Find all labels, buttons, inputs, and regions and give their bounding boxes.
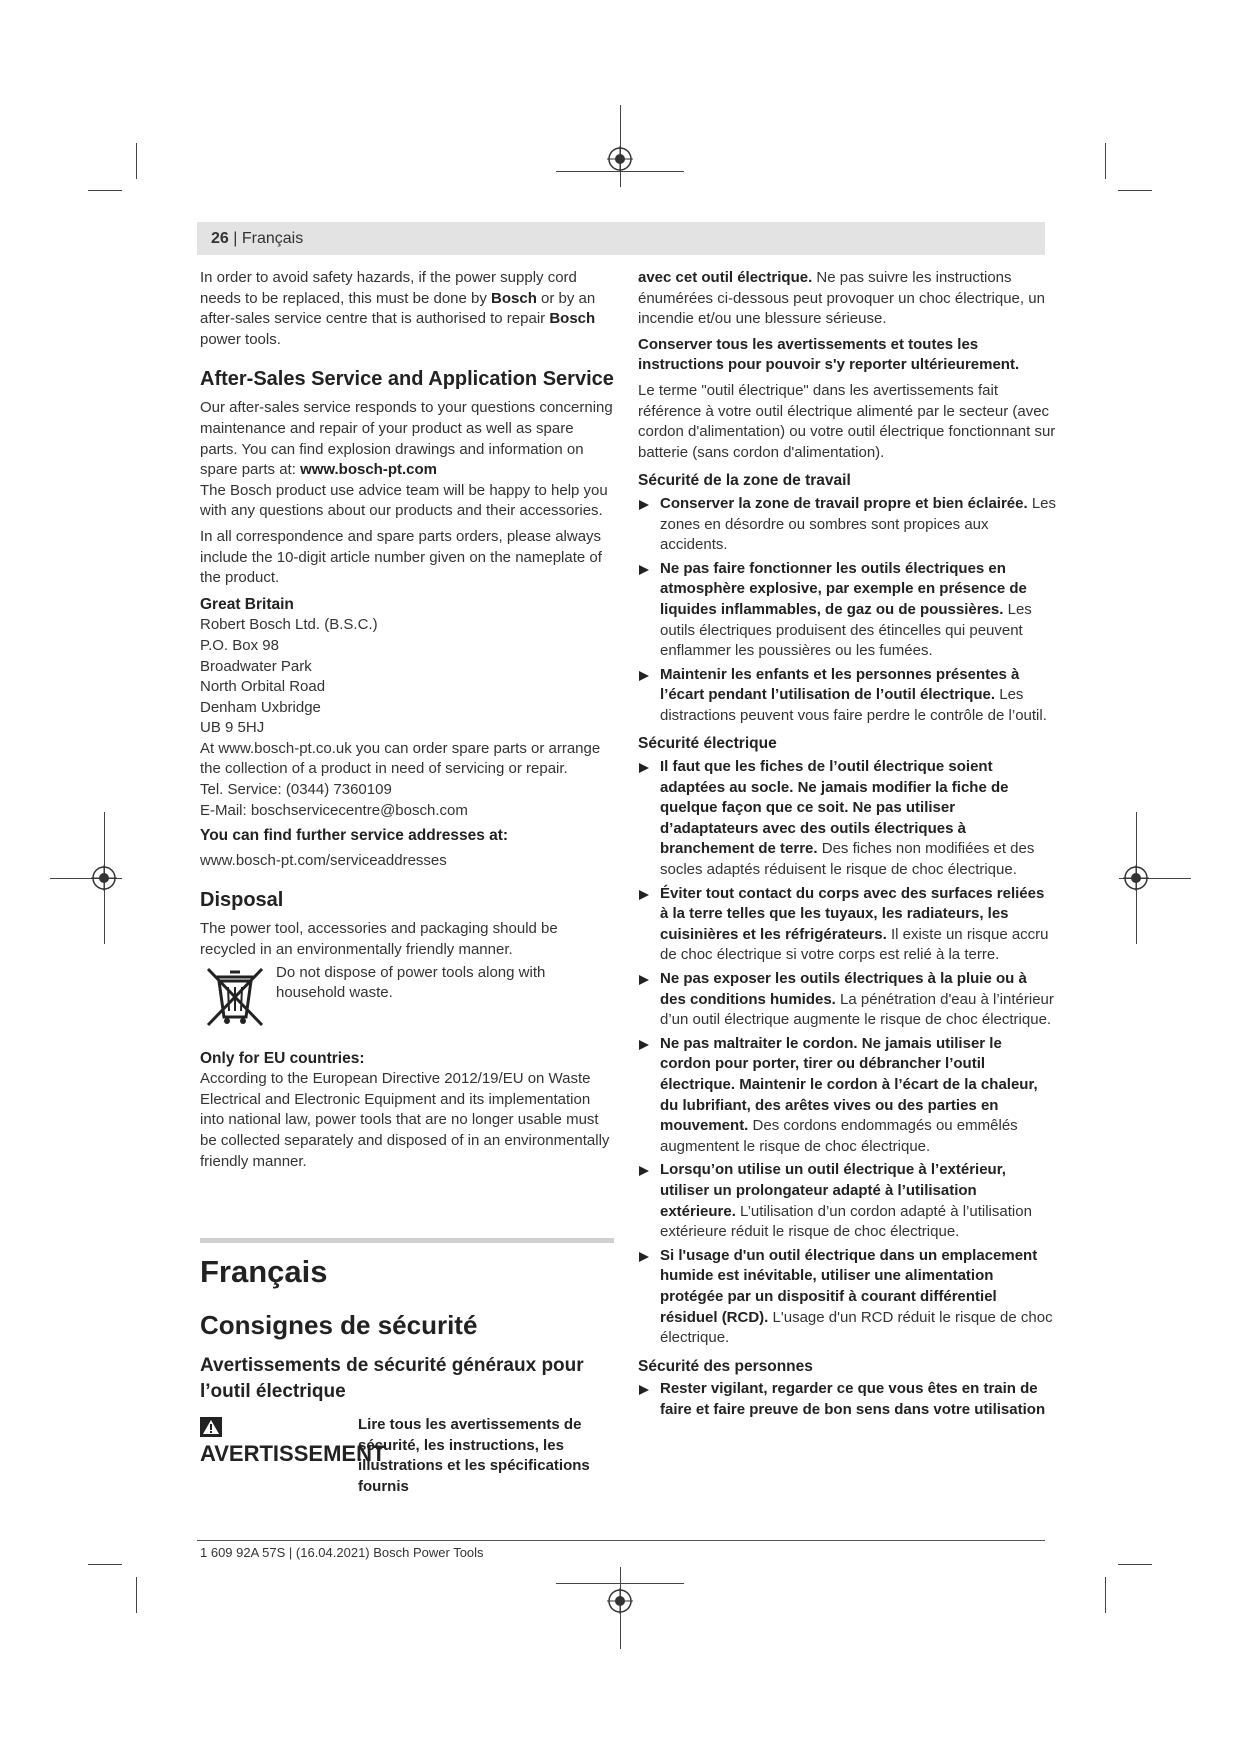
crop-mark [1118,190,1152,191]
page-header-bar [197,222,1045,255]
section-name: Français [241,230,304,247]
page-footer: 1 609 92A 57S | (16.04.2021) Bosch Power Tools [200,1545,484,1560]
bullet-arrow-icon [639,1385,649,1395]
bosch-url: www.bosch-pt.com [300,461,438,479]
eu-heading: Only for EU countries: [200,1049,365,1067]
weee-text: Do not dispose of power tools along with household waste. [276,963,546,1002]
crop-mark [1118,1564,1152,1565]
registration-target-icon [607,146,633,172]
list-item: Maintenir les enfants et les personnes présentes à l’écart pendant l’utilisation de l’outil électrique. Les distractions peuvent vous faire perdre le contrôle de l’outil. [638,665,1056,727]
registration-line [556,1583,684,1584]
gb-order-text: At www.bosch-pt.co.uk you can order spare parts or arrange the collection of a product in need of servicing or repair. [200,739,601,778]
gb-heading: Great Britain [200,595,294,613]
list-item: Si l'usage d'un outil électrique dans un emplacement humide est inévitable, utiliser une alimentation protégée par un dispositif à courant différentiel résiduel (RCD). L'usage d'un RCD réduit le risque de choc électrique. [638,1246,1056,1349]
crop-mark [88,1564,122,1565]
list-item: Ne pas maltraiter le cordon. Ne jamais utiliser le cordon pour porter, tirer ou débrancher l’outil électrique. Maintenir le cordon à l’écart de la chaleur, du lubrifiant, des arêtes vives ou des parties en mouvement. Des cordons endommagés ou emmêlés augmentent le risque de choc électrique. [638,1034,1056,1158]
after-sales-heading: After-Sales Service and Application Service [200,368,614,391]
bullet-arrow-icon [639,671,649,681]
bullet-arrow-icon [639,763,649,773]
registration-target-icon [91,865,117,891]
crop-mark [136,1577,137,1613]
safety-heading: Consignes de sécurité [200,1310,478,1341]
disposal-paragraph: The power tool, accessories and packaging should be recycled in an environmentally friendly manner. [200,920,558,959]
right-column [638,268,1056,1423]
bullet-arrow-icon [639,1166,649,1176]
continuation-paragraph: avec cet outil électrique. Ne pas suivre les instructions énumérées ci-dessous peut provoquer un choc électrique, un incendie et/ou une blessure sérieuse. [638,269,1045,328]
crop-mark [1105,143,1106,179]
intro-paragraph: In order to avoid safety hazards, if the power supply cord needs to be replaced, this must be done by Bosch or by an after-sales service centre that is authorised to repair Bosch power tools. [200,269,596,348]
page-header: 26 | Français [211,230,304,247]
eu-paragraph: According to the European Directive 2012/19/EU on Waste Electrical and Electronic Equipment and its implementation into national law, power tools that are no longer usable must be collected separately and disposed of in an environmentally friendly manner. [200,1070,610,1170]
bullet-arrow-icon [639,500,649,510]
list-item: Lorsqu’on utilise un outil électrique à l’extérieur, utiliser un prolongateur adapté à l’utilisation extérieure. L’utilisation d’un cordon adapté à l’utilisation extérieure réduit le risque de choc électrique. [638,1160,1056,1242]
after-sales-paragraph: Our after-sales service responds to your questions concerning maintenance and repair of your product as well as spare parts. You can find explosion drawings and information on spare parts at: www.bosch-pt.com [200,399,613,479]
list-item: Éviter tout contact du corps avec des surfaces reliées à la terre telles que les tuyaux, les radiateurs, les cuisinières et les réfrigérateurs. Il existe un risque accru de choc électrique si votre corps est relié à la terre. [638,884,1056,966]
bullet-arrow-icon [639,975,649,985]
crop-mark [136,143,137,179]
list-item: Ne pas exposer les outils électriques à la pluie ou à des conditions humides. La pénétration d'eau à l’intérieur d’un outil électrique augmente le risque de choc électrique. [638,969,1056,1031]
page-number: 26 [211,230,229,247]
registration-target-icon [607,1588,633,1614]
bullet-arrow-icon [639,565,649,575]
list-item: Il faut que les fiches de l’outil électrique soient adaptées au socle. Ne jamais modifier la fiche de quelque façon que ce soit. Ne pas utiliser d’adaptateurs avec des outils électriques à branchement de terre. Des fiches non modifiées et des socles adaptés réduisent le risque de choc électrique. [638,757,1056,881]
electrical-heading: Sécurité électrique [638,735,777,753]
left-column [200,268,614,1498]
further-addresses-heading: You can find further service addresses at: [200,827,509,845]
crop-mark [1105,1577,1106,1613]
weee-notice [200,963,614,1029]
list-item: Rester vigilant, regarder ce que vous êtes en train de faire et faire preuve de bon sens dans votre utilisation [638,1379,1056,1420]
disposal-heading: Disposal [200,889,284,912]
further-addresses-url: www.bosch-pt.com/serviceaddresses [200,851,447,869]
list-item: Conserver la zone de travail propre et bien éclairée. Les zones en désordre ou sombres sont propices aux accidents. [638,494,1056,556]
advice-paragraph: The Bosch product use advice team will be happy to help you with any questions about our products and their accessories. [200,481,608,520]
crossed-bin-icon [202,963,268,1029]
bullet-arrow-icon [639,1252,649,1262]
list-item: Ne pas faire fonctionner les outils électriques en atmosphère explosive, par exemple en présence de liquides inflammables, de gaz ou de poussières. Les outils électriques produisent des étincelles qui peuvent enflammer les poussières ou les fumées. [638,559,1056,662]
gb-tel: Tel. Service: (0344) 7360109 [200,781,392,799]
keep-warnings: Conserver tous les avertissements et toutes les instructions pour pouvoir s'y reporter ultérieurement. [638,335,1020,374]
francais-heading: Français [200,1254,328,1290]
warning-block [200,1415,614,1497]
work-area-heading: Sécurité de la zone de travail [638,472,851,490]
bullet-arrow-icon [639,890,649,900]
warning-icon [200,1417,222,1437]
article-number-paragraph: In all correspondence and spare parts orders, please always include the 10-digit article number given on the nameplate of the product. [200,527,602,587]
bullet-arrow-icon [639,1040,649,1050]
personal-heading: Sécurité des personnes [638,1357,813,1375]
registration-target-icon [1123,865,1149,891]
crop-mark [88,190,122,191]
section-divider [200,1238,614,1243]
footer-rule [197,1540,1045,1541]
general-warnings-heading: Avertissements de sécurité généraux pour l’outil électrique [200,1355,584,1403]
warning-label: AVERTISSEMENT [200,1415,358,1467]
warning-text: Lire tous les avertissements de sécurité, les instructions, les illustrations et les spécifications fournis [358,1416,590,1495]
gb-email: E-Mail: boschservicecentre@bosch.com [200,801,468,819]
term-definition: Le terme "outil électrique" dans les avertissements fait référence à votre outil électrique alimenté par le secteur (avec cordon d'alimentation) ou votre outil électrique fonctionnant sur batterie (sans cordon d'alimentation). [638,381,1056,461]
gb-address: Robert Bosch Ltd. (B.S.C.) P.O. Box 98 Broadwater Park North Orbital Road Denham Uxbridge UB 9 5HJ [200,616,378,737]
